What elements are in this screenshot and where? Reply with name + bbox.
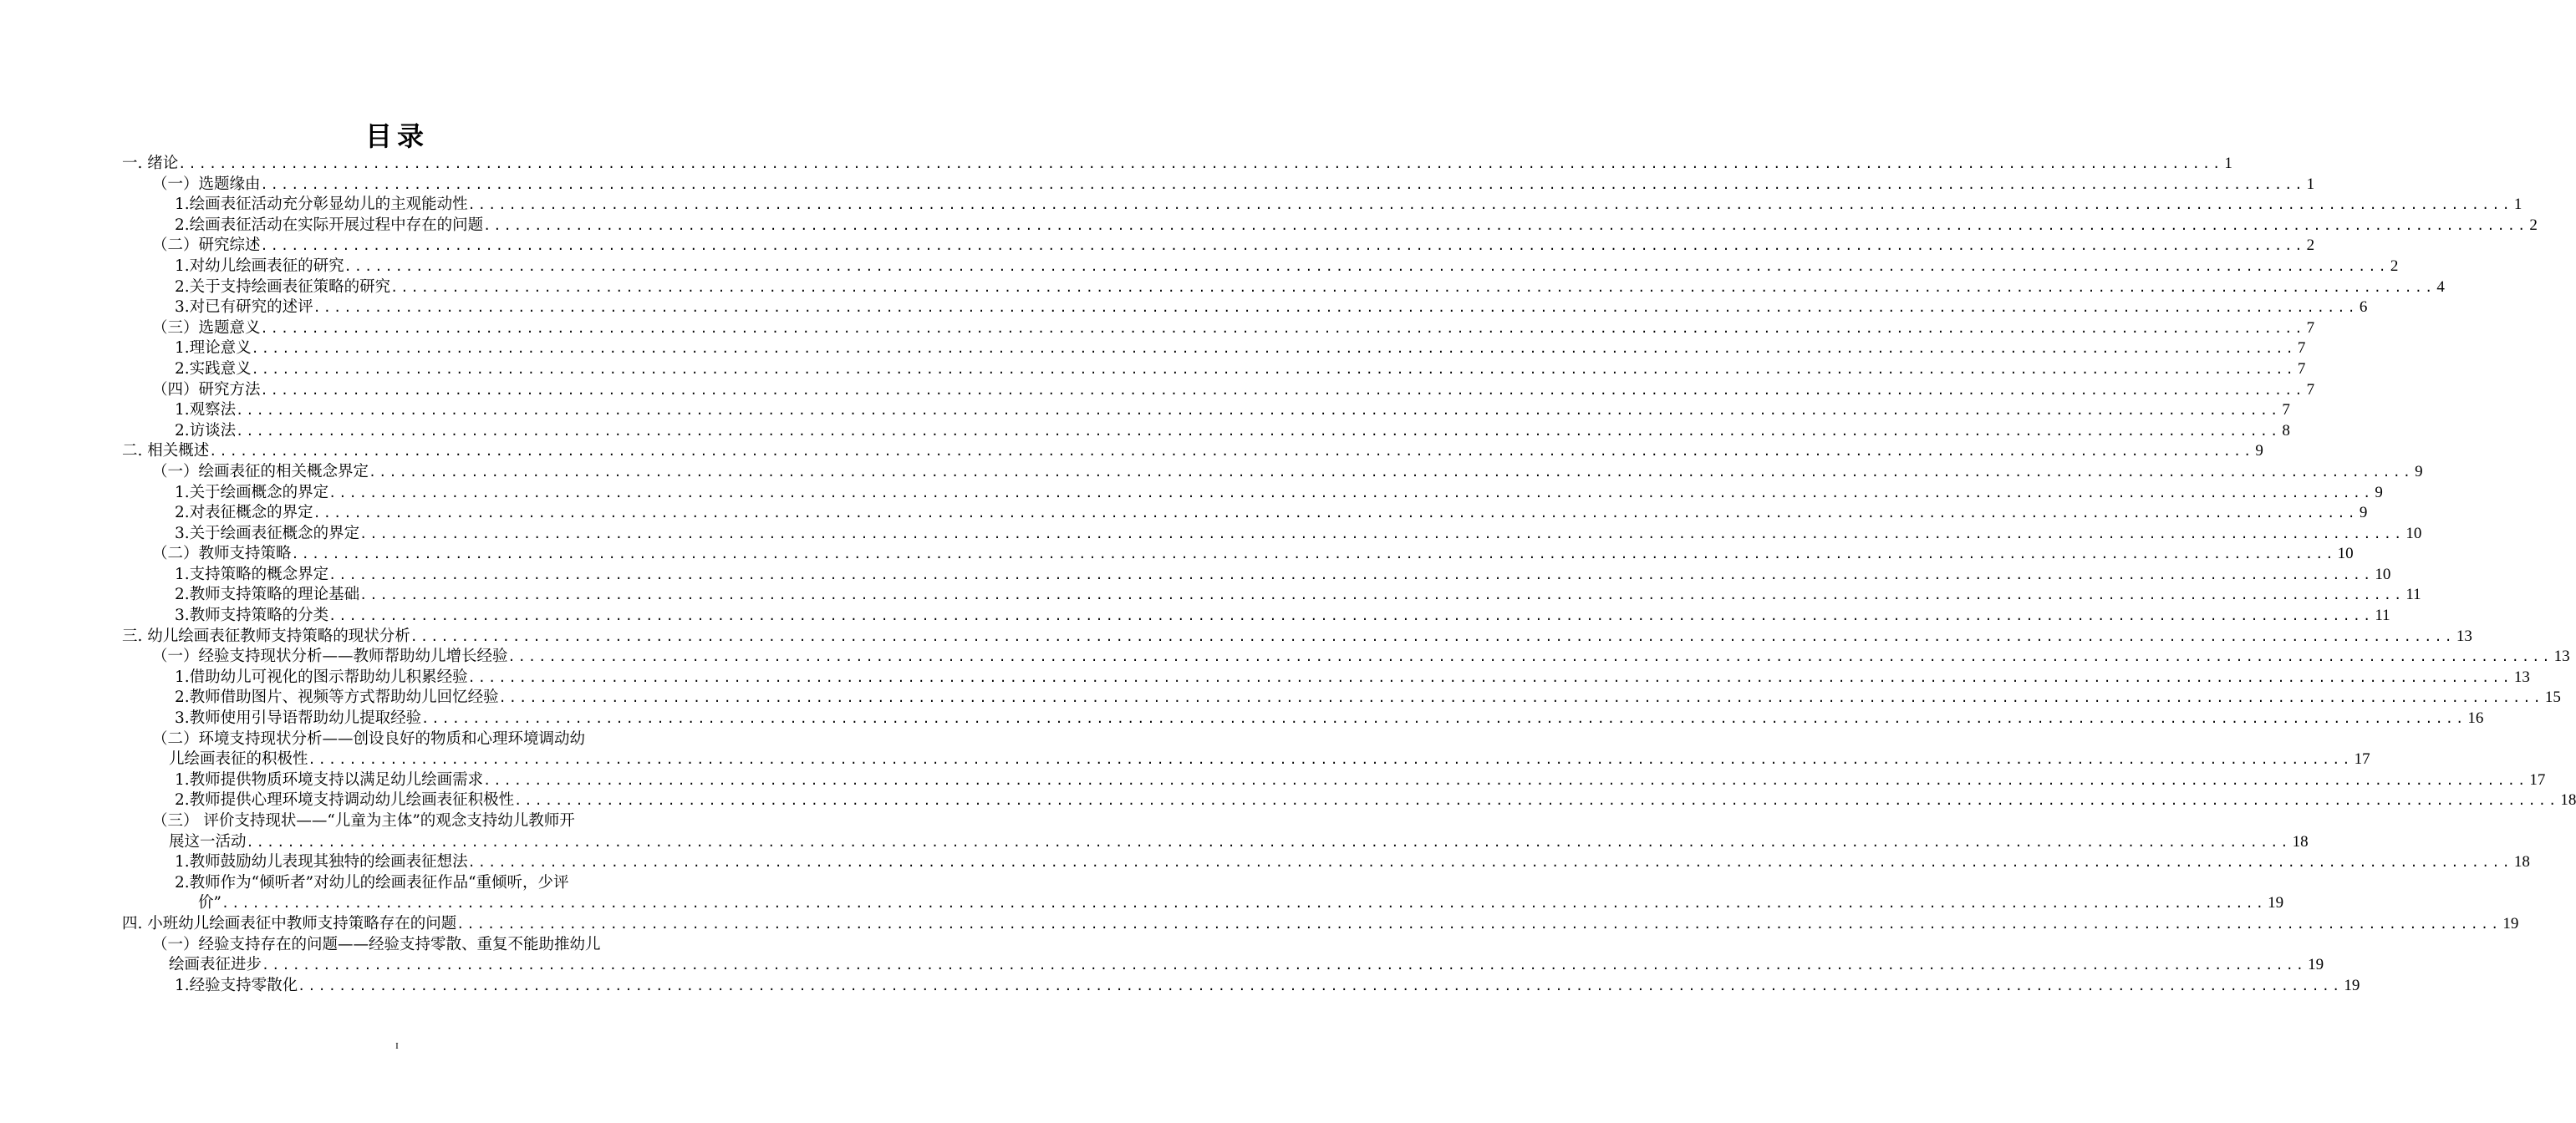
toc-entry[interactable]: [122, 236, 2315, 257]
toc-leader-dots: ........................................................................................................................................................................................................: [483, 772, 2528, 788]
toc-entry[interactable]: [122, 647, 2570, 668]
toc-entry-label: 2.教师借助图片、视频等方式帮助幼儿回忆经验: [175, 689, 499, 707]
toc-entry[interactable]: [122, 380, 2315, 401]
toc-page-number: 7: [2306, 380, 2315, 399]
toc-entry[interactable]: [122, 976, 2360, 997]
toc-leader-dots: ........................................................................................................................................................................................................: [178, 156, 2223, 171]
toc-page-number: 19: [2502, 914, 2519, 932]
toc-entry[interactable]: [122, 688, 2561, 709]
toc-entry[interactable]: [122, 318, 2315, 339]
toc-entry[interactable]: [122, 709, 2484, 729]
toc-leader-dots: ........................................................................................................................................................................................................: [359, 526, 2405, 541]
toc-leader-dots: ........................................................................................................................................................................................................: [260, 320, 2305, 336]
toc-entry[interactable]: [122, 400, 2290, 421]
toc-leader-dots: ........................................................................................................................................................................................................: [483, 217, 2528, 233]
toc-page-number: 2: [2306, 236, 2315, 255]
toc-entry[interactable]: [122, 544, 2354, 565]
toc-entry[interactable]: [122, 729, 2370, 770]
toc-leader-dots: ........................................................................................................................................................................................................: [467, 669, 2512, 685]
toc-leader-dots: ........................................................................................................................................................................................................: [209, 444, 2254, 460]
toc-entry-label: 1.理论意义: [175, 339, 252, 358]
toc-page-number: 13: [2456, 627, 2472, 645]
toc-entry[interactable]: [122, 585, 2421, 606]
toc-entry-label: 1.关于绘画概念的界定: [175, 483, 329, 501]
toc-entry-label: 2.教师支持策略的理论基础: [175, 586, 360, 604]
toc-entry[interactable]: [122, 359, 2306, 380]
toc-entry-label: 1.绘画表征活动充分彰显幼儿的主观能动性: [175, 196, 468, 214]
toc-entry-label: 2.关于支持绘画表征策略的研究: [175, 277, 391, 296]
toc-leader-dots: ........................................................................................................................................................................................................: [298, 978, 2343, 993]
toc-entry[interactable]: [122, 852, 2530, 873]
toc-entry-label: 2.访谈法: [175, 421, 237, 440]
toc-entry-label: 2.教师作为“倾听者”对幼儿的绘画表征作品“重倾听，少评: [175, 873, 569, 892]
toc-leader-dots: ........................................................................................................................................................................................................: [236, 423, 2281, 439]
toc-page-number: 18: [2292, 832, 2309, 851]
toc-page-number: 9: [2255, 442, 2263, 460]
toc-entry[interactable]: [122, 503, 2368, 524]
toc-leader-dots: ........................................................................................................................................................................................................: [467, 855, 2512, 871]
toc-entry-label: 四. 小班幼儿绘画表征中教师支持策略存在的问题: [122, 914, 457, 932]
toc-page-number: 10: [2405, 524, 2422, 542]
toc-leader-dots: ........................................................................................................................................................................................................: [498, 690, 2543, 706]
toc-entry-label: （一）绘画表征的相关概念界定: [152, 462, 369, 480]
page-title: 目录: [364, 120, 429, 152]
toc-page-number: 13: [2513, 668, 2530, 686]
table-of-contents: [122, 154, 2576, 996]
toc-leader-dots: ........................................................................................................................................................................................................: [251, 341, 2296, 357]
toc-page-number: 15: [2544, 689, 2561, 707]
toc-entry-label: （四）研究方法: [152, 380, 261, 399]
toc-entry-label: 2.实践意义: [175, 359, 252, 378]
toc-entry-label: （二）环境支持现状分析——创设良好的物质和心理环境调动幼: [152, 729, 586, 748]
toc-entry[interactable]: [122, 606, 2390, 627]
toc-entry[interactable]: [122, 811, 2309, 852]
toc-entry-label: 2.教师提供心理环境支持调动幼儿绘画表征积极性: [175, 791, 515, 810]
toc-entry[interactable]: [122, 873, 2284, 914]
toc-entry-label: （三） 评价支持现状——“儿童为主体”的观念支持幼儿教师开: [152, 812, 575, 830]
toc-entry-label: 三. 幼儿绘画表征教师支持策略的现状分析: [122, 627, 410, 645]
toc-entry-label: 3.教师支持策略的分类: [175, 607, 329, 625]
toc-page-number: 7: [2297, 339, 2306, 358]
toc-page-number: 1: [2513, 196, 2523, 214]
toc-entry-label: 二. 相关概述: [122, 442, 210, 460]
toc-leader-dots: ........................................................................................................................................................................................................: [369, 464, 2414, 480]
toc-leader-dots: ........................................................................................................................................................................................................: [467, 197, 2512, 213]
toc-page-number: 6: [2359, 298, 2368, 317]
toc-leader-dots: ........................................................................................................................................................................................................: [260, 176, 2305, 192]
toc-page-number: 19: [2308, 956, 2324, 974]
toc-entry-label: （二）教师支持策略: [152, 545, 292, 563]
toc-page-number: 9: [2415, 462, 2423, 480]
toc-page-number: 8: [2282, 421, 2290, 440]
toc-entry-label: 2.对表征概念的界定: [175, 504, 313, 522]
toc-entry-label: 1.教师鼓励幼儿表现其独特的绘画表征想法: [175, 853, 468, 871]
toc-page-number: 10: [2375, 565, 2391, 583]
toc-entry-label-continued: 绘画表征进步: [169, 956, 262, 974]
toc-entry[interactable]: [122, 297, 2368, 318]
toc-entry[interactable]: [122, 790, 2576, 811]
toc-entry[interactable]: [122, 565, 2391, 586]
toc-entry-label: 3.对已有研究的述评: [175, 298, 313, 317]
toc-leader-dots: ........................................................................................................................................................................................................: [328, 608, 2374, 624]
toc-entry-label: 一. 绪论: [122, 155, 179, 172]
toc-leader-dots: ........................................................................................................................................................................................................: [262, 958, 2307, 973]
toc-leader-dots: ........................................................................................................................................................................................................: [507, 649, 2553, 665]
toc-leader-dots: ........................................................................................................................................................................................................: [328, 485, 2374, 501]
toc-page-number: 17: [2354, 750, 2370, 769]
toc-entry-label: （一）选题缘由: [152, 175, 261, 193]
toc-entry-label: 1.借助幼儿可视化的图示帮助幼儿积累经验: [175, 668, 468, 686]
toc-page-number: 19: [2344, 976, 2360, 994]
toc-leader-dots: ........................................................................................................................................................................................................: [291, 546, 2336, 562]
toc-entry-label-continued: 展这一活动: [169, 832, 247, 851]
toc-page-number: 13: [2553, 648, 2570, 666]
toc-entry[interactable]: [122, 483, 2383, 504]
toc-page-number: 4: [2436, 277, 2445, 296]
toc-page-number: 1: [2306, 175, 2315, 193]
toc-entry[interactable]: [122, 441, 2263, 462]
toc-page-number: 11: [2405, 586, 2421, 604]
toc-page-number: 18: [2513, 853, 2530, 871]
toc-page-number: 2: [2390, 257, 2399, 275]
toc-page-number: 7: [2282, 401, 2290, 419]
toc-entry[interactable]: [122, 338, 2306, 359]
toc-page-number: 10: [2337, 545, 2354, 563]
toc-leader-dots: ........................................................................................................................................................................................................: [221, 896, 2267, 912]
toc-entry[interactable]: [122, 154, 2232, 175]
toc-entry-label: 1.经验支持零散化: [175, 976, 298, 994]
toc-entry-label: （三）选题意义: [152, 318, 261, 337]
page-number: I: [395, 1041, 399, 1051]
toc-leader-dots: ........................................................................................................................................................................................................: [514, 793, 2559, 809]
toc-entry-label: 1.对幼儿绘画表征的研究: [175, 257, 344, 275]
toc-page-number: 2: [2529, 216, 2538, 234]
toc-leader-dots: ........................................................................................................................................................................................................: [246, 834, 2291, 850]
toc-entry[interactable]: [122, 668, 2530, 689]
toc-entry[interactable]: [122, 935, 2324, 976]
toc-entry[interactable]: [122, 421, 2290, 442]
toc-leader-dots: ........................................................................................................................................................................................................: [410, 628, 2455, 644]
toc-entry-label: （一）经验支持现状分析——教师帮助幼儿增长经验: [152, 648, 508, 666]
toc-entry[interactable]: [122, 257, 2399, 277]
toc-leader-dots: ........................................................................................................................................................................................................: [313, 506, 2358, 521]
toc-page-number: 9: [2375, 483, 2383, 501]
toc-page-number: 9: [2359, 504, 2368, 522]
toc-entry-label-continued: 儿绘画表征的积极性: [169, 750, 308, 769]
toc-page-number: 11: [2375, 607, 2390, 625]
toc-entry[interactable]: [122, 195, 2523, 216]
toc-leader-dots: ........................................................................................................................................................................................................: [390, 279, 2436, 295]
toc-leader-dots: ........................................................................................................................................................................................................: [260, 238, 2305, 254]
toc-entry[interactable]: [122, 277, 2445, 298]
toc-leader-dots: ........................................................................................................................................................................................................: [328, 567, 2374, 582]
toc-leader-dots: ........................................................................................................................................................................................................: [308, 752, 2353, 768]
toc-entry-label: （二）研究综述: [152, 236, 261, 255]
toc-entry[interactable]: [122, 216, 2538, 236]
toc-entry-label: 1.观察法: [175, 401, 237, 419]
toc-page-number: 16: [2467, 709, 2484, 728]
toc-entry-label: （一）经验支持存在的问题——经验支持零散、重复不能助推幼儿: [152, 935, 601, 953]
toc-entry[interactable]: [122, 914, 2519, 935]
toc-page-number: 7: [2306, 318, 2315, 337]
toc-leader-dots: ........................................................................................................................................................................................................: [421, 711, 2467, 727]
toc-leader-dots: ........................................................................................................................................................................................................: [456, 916, 2502, 932]
toc-leader-dots: ........................................................................................................................................................................................................: [313, 300, 2358, 316]
toc-entry-label-continued: 价”: [198, 894, 221, 912]
toc-leader-dots: ........................................................................................................................................................................................................: [344, 258, 2389, 274]
toc-entry[interactable]: [122, 524, 2422, 545]
toc-entry[interactable]: [122, 770, 2546, 791]
toc-entry[interactable]: [122, 627, 2472, 648]
toc-page-number: 7: [2297, 359, 2306, 378]
toc-entry[interactable]: [122, 462, 2423, 483]
toc-leader-dots: ........................................................................................................................................................................................................: [359, 587, 2405, 603]
toc-entry-label: 2.绘画表征活动在实际开展过程中存在的问题: [175, 216, 484, 234]
toc-page-number: 19: [2268, 894, 2284, 912]
toc-entry-label: 1.教师提供物质环境支持以满足幼儿绘画需求: [175, 770, 484, 789]
toc-page-number: 1: [2224, 155, 2232, 172]
toc-entry[interactable]: [122, 175, 2315, 196]
toc-entry-label: 3.关于绘画表征概念的界定: [175, 524, 360, 542]
toc-page-number: 17: [2529, 770, 2546, 789]
toc-page-number: 18: [2560, 791, 2576, 810]
toc-leader-dots: ........................................................................................................................................................................................................: [260, 382, 2305, 398]
toc-entry-label: 3.教师使用引导语帮助幼儿提取经验: [175, 709, 422, 728]
toc-entry-label: 1.支持策略的概念界定: [175, 565, 329, 583]
toc-leader-dots: ........................................................................................................................................................................................................: [251, 361, 2296, 377]
toc-leader-dots: ........................................................................................................................................................................................................: [236, 403, 2281, 419]
